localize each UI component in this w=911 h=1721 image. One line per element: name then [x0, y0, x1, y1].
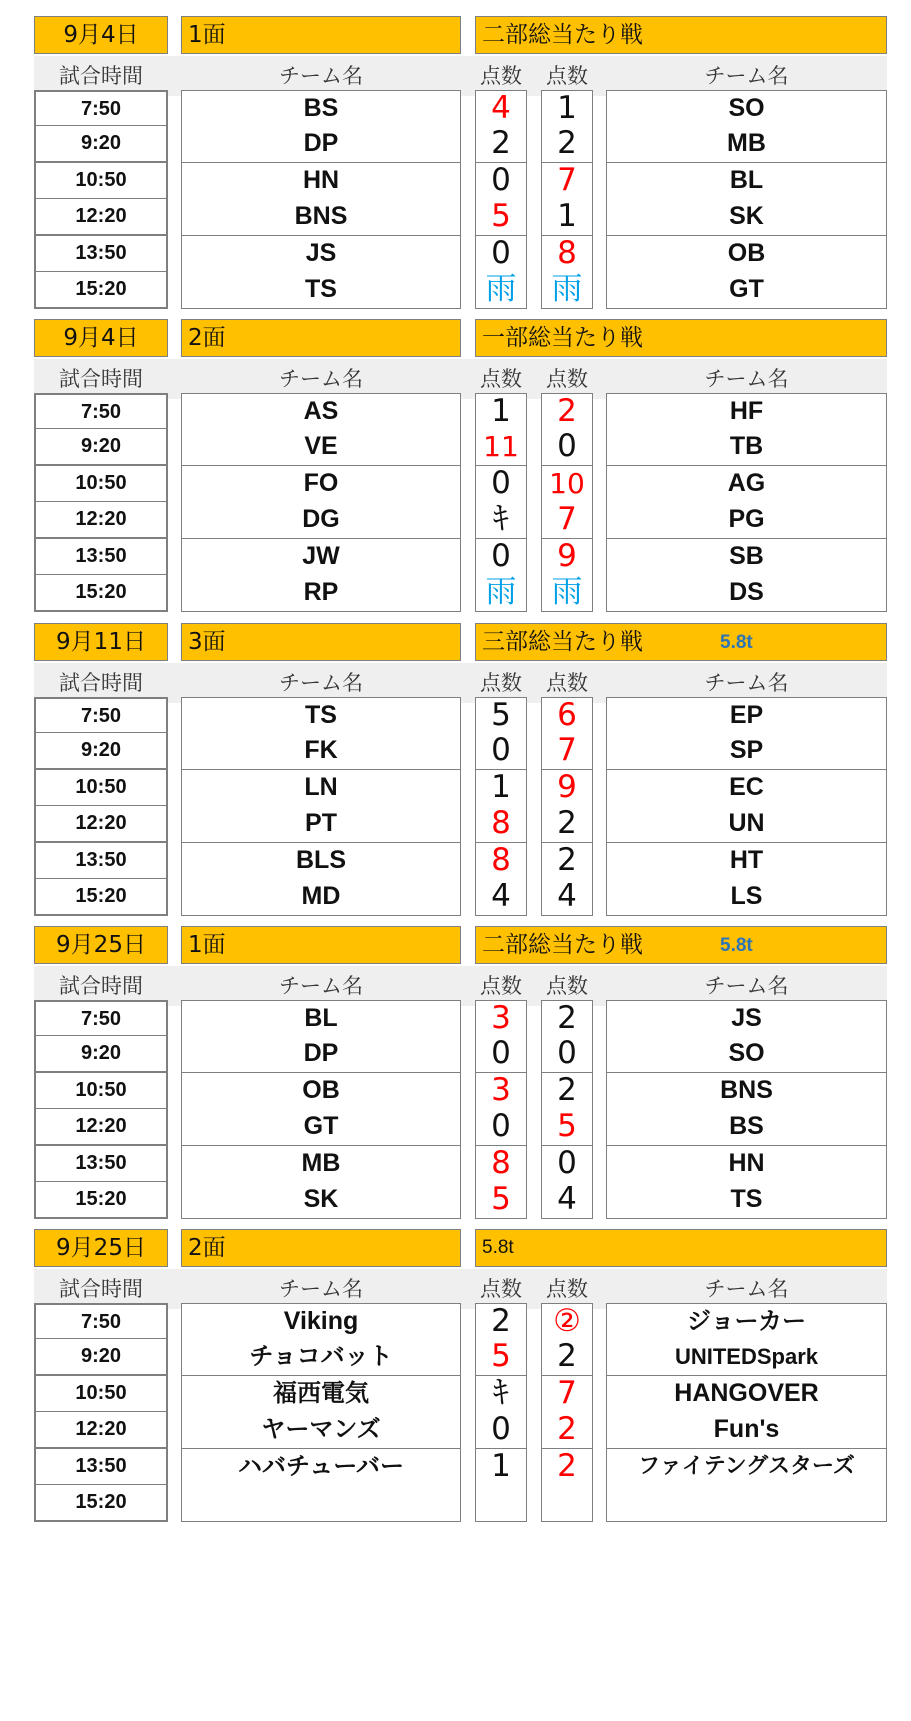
away-team: OB [606, 236, 887, 273]
match-time: 13:50 [34, 1449, 168, 1486]
home-score: 8 [475, 806, 527, 843]
table-row [0, 502, 911, 539]
away-team: EP [606, 697, 887, 734]
match-time: 10:50 [34, 770, 168, 807]
table-row [0, 1182, 911, 1219]
col-team1: チーム名 [279, 671, 363, 695]
col-time: 試合時間 [59, 367, 143, 391]
away-score: 7 [541, 502, 593, 539]
home-team: FK [181, 733, 461, 770]
away-score: 2 [541, 1000, 593, 1037]
home-team: MD [181, 879, 461, 916]
home-team: FO [181, 466, 461, 503]
match-block [0, 623, 911, 953]
table-row [0, 272, 911, 309]
table-row [0, 697, 911, 734]
col-score1: 点数 [480, 64, 522, 88]
home-team: BLS [181, 843, 461, 880]
home-score: 0 [475, 236, 527, 273]
match-time: 13:50 [34, 236, 168, 273]
away-score: 5 [541, 1109, 593, 1146]
division-title [475, 1229, 887, 1267]
home-score: 雨 [475, 272, 527, 309]
away-score: 1 [541, 90, 593, 127]
match-time: 15:20 [34, 1182, 168, 1219]
division-label: 三部総当たり戦 [482, 629, 643, 655]
home-team: OB [181, 1073, 461, 1110]
home-team: RP [181, 575, 461, 612]
table-row [0, 770, 911, 807]
table-row [0, 466, 911, 503]
home-team: Viking [181, 1303, 461, 1340]
home-team: VE [181, 429, 461, 466]
away-team: MB [606, 126, 887, 163]
match-time: 9:20 [34, 126, 168, 163]
col-score2: 点数 [546, 974, 588, 998]
home-score: 0 [475, 1109, 527, 1146]
away-team: SK [606, 199, 887, 236]
away-score: 6 [541, 697, 593, 734]
away-team: GT [606, 272, 887, 309]
table-row [0, 126, 911, 163]
match-time: 15:20 [34, 272, 168, 309]
home-team: ヤーマンズ [181, 1412, 461, 1449]
away-score: 2 [541, 1339, 593, 1376]
field-name: 2面 [181, 319, 461, 357]
away-score: 2 [541, 1449, 593, 1486]
away-team: HN [606, 1146, 887, 1183]
col-team1: チーム名 [279, 974, 363, 998]
match-time: 10:50 [34, 163, 168, 200]
match-date: 9月4日 [34, 16, 168, 54]
away-team: SO [606, 1036, 887, 1073]
home-team: MB [181, 1146, 461, 1183]
match-time: 7:50 [34, 90, 168, 127]
table-row [0, 1485, 911, 1522]
home-score: 0 [475, 163, 527, 200]
away-team: ジョーカー [606, 1303, 887, 1340]
away-score: 7 [541, 163, 593, 200]
away-team: ファイテングスターズ [606, 1449, 887, 1486]
home-score: 0 [475, 733, 527, 770]
away-score: 9 [541, 539, 593, 576]
home-score: 11 [475, 429, 527, 466]
table-row [0, 1036, 911, 1073]
field-name: 2面 [181, 1229, 461, 1267]
col-score1: 点数 [480, 671, 522, 695]
table-row [0, 879, 911, 916]
col-time: 試合時間 [59, 974, 143, 998]
home-team: ハバチューバー [181, 1449, 461, 1486]
away-team: AG [606, 466, 887, 503]
home-team: GT [181, 1109, 461, 1146]
away-score: 2 [541, 393, 593, 430]
away-score: 雨 [541, 272, 593, 309]
col-team2: チーム名 [704, 64, 789, 88]
away-score: 0 [541, 1036, 593, 1073]
home-team: TS [181, 697, 461, 734]
match-time: 13:50 [34, 539, 168, 576]
table-row [0, 1412, 911, 1449]
col-score1: 点数 [480, 974, 522, 998]
col-score2: 点数 [546, 367, 588, 391]
away-team: Fun's [606, 1412, 887, 1449]
table-row [0, 90, 911, 127]
division-label: 二部総当たり戦 [482, 22, 643, 48]
table-row [0, 1449, 911, 1486]
away-score: ② [541, 1303, 593, 1340]
away-score: 2 [541, 843, 593, 880]
weight-tag: 5.8t [720, 632, 753, 653]
table-row [0, 199, 911, 236]
home-score: ｷ [475, 502, 527, 539]
match-date: 9月11日 [34, 623, 168, 661]
match-time: 15:20 [34, 575, 168, 612]
home-team: 福西電気 [181, 1376, 461, 1413]
home-score [475, 1485, 527, 1522]
col-team1: チーム名 [279, 1277, 363, 1301]
away-score: 0 [541, 1146, 593, 1183]
home-score: 0 [475, 466, 527, 503]
match-time: 9:20 [34, 429, 168, 466]
away-team: HF [606, 393, 887, 430]
home-score: 0 [475, 1036, 527, 1073]
col-team2: チーム名 [704, 367, 789, 391]
away-score: 0 [541, 429, 593, 466]
match-date: 9月25日 [34, 926, 168, 964]
home-score: 4 [475, 90, 527, 127]
home-team [181, 1485, 461, 1522]
away-team: SO [606, 90, 887, 127]
col-time: 試合時間 [59, 64, 143, 88]
away-team: SP [606, 733, 887, 770]
match-time: 12:20 [34, 806, 168, 843]
away-score: 2 [541, 1412, 593, 1449]
col-team2: チーム名 [704, 671, 789, 695]
match-block [0, 319, 911, 649]
division-title [475, 319, 887, 357]
match-time: 10:50 [34, 466, 168, 503]
away-score: 8 [541, 236, 593, 273]
match-date: 9月25日 [34, 1229, 168, 1267]
match-time: 7:50 [34, 697, 168, 734]
away-score: 4 [541, 1182, 593, 1219]
table-row [0, 806, 911, 843]
home-score: 5 [475, 1182, 527, 1219]
home-team: BNS [181, 199, 461, 236]
away-team: HANGOVER [606, 1376, 887, 1413]
division-title [475, 16, 887, 54]
match-time: 7:50 [34, 393, 168, 430]
table-row [0, 539, 911, 576]
match-block [0, 926, 911, 1256]
away-score: 雨 [541, 575, 593, 612]
field-name: 1面 [181, 16, 461, 54]
col-score1: 点数 [480, 1277, 522, 1301]
away-team: BNS [606, 1073, 887, 1110]
away-team: JS [606, 1000, 887, 1037]
home-score: 5 [475, 1339, 527, 1376]
home-score: ｷ [475, 1376, 527, 1413]
table-row [0, 1073, 911, 1110]
away-score: 1 [541, 199, 593, 236]
home-score: 2 [475, 1303, 527, 1340]
col-score2: 点数 [546, 64, 588, 88]
home-team: AS [181, 393, 461, 430]
away-team: UN [606, 806, 887, 843]
home-team: LN [181, 770, 461, 807]
match-time: 15:20 [34, 879, 168, 916]
table-row [0, 1146, 911, 1183]
table-row [0, 393, 911, 430]
table-row [0, 163, 911, 200]
home-team: JW [181, 539, 461, 576]
match-time: 7:50 [34, 1000, 168, 1037]
match-time: 9:20 [34, 1339, 168, 1376]
home-score: 3 [475, 1000, 527, 1037]
match-time: 9:20 [34, 1036, 168, 1073]
col-time: 試合時間 [59, 1277, 143, 1301]
weight-tag: 5.8t [482, 1237, 514, 1258]
col-time: 試合時間 [59, 671, 143, 695]
match-time: 7:50 [34, 1303, 168, 1340]
away-score: 2 [541, 806, 593, 843]
field-name: 3面 [181, 623, 461, 661]
away-team: TB [606, 429, 887, 466]
match-time: 12:20 [34, 1412, 168, 1449]
match-time: 15:20 [34, 1485, 168, 1522]
home-team: DG [181, 502, 461, 539]
away-team: SB [606, 539, 887, 576]
home-score: 雨 [475, 575, 527, 612]
match-time: 9:20 [34, 733, 168, 770]
col-team1: チーム名 [279, 64, 363, 88]
col-score2: 点数 [546, 671, 588, 695]
away-team: TS [606, 1182, 887, 1219]
away-team: DS [606, 575, 887, 612]
home-score: 1 [475, 393, 527, 430]
away-score: 9 [541, 770, 593, 807]
division-title [475, 623, 887, 661]
match-time: 10:50 [34, 1376, 168, 1413]
table-row [0, 733, 911, 770]
home-score: 5 [475, 199, 527, 236]
away-team: BL [606, 163, 887, 200]
home-score: 3 [475, 1073, 527, 1110]
away-score: 7 [541, 1376, 593, 1413]
division-label: 一部総当たり戦 [482, 325, 643, 351]
away-team: HT [606, 843, 887, 880]
away-team: PG [606, 502, 887, 539]
home-team: DP [181, 1036, 461, 1073]
match-block [0, 16, 911, 346]
away-score: 10 [541, 466, 593, 503]
col-score1: 点数 [480, 367, 522, 391]
home-team: TS [181, 272, 461, 309]
match-time: 13:50 [34, 843, 168, 880]
table-row [0, 575, 911, 612]
table-row [0, 1109, 911, 1146]
away-team: EC [606, 770, 887, 807]
away-team: BS [606, 1109, 887, 1146]
match-block [0, 1229, 911, 1559]
home-team: PT [181, 806, 461, 843]
home-team: DP [181, 126, 461, 163]
col-score2: 点数 [546, 1277, 588, 1301]
table-row [0, 1376, 911, 1413]
division-title [475, 926, 887, 964]
away-team: UNITEDSpark [606, 1339, 887, 1376]
away-score: 2 [541, 126, 593, 163]
field-name: 1面 [181, 926, 461, 964]
table-row [0, 1303, 911, 1340]
weight-tag: 5.8t [720, 935, 753, 956]
away-score: 4 [541, 879, 593, 916]
home-score: 1 [475, 770, 527, 807]
home-score: 5 [475, 697, 527, 734]
match-time: 10:50 [34, 1073, 168, 1110]
table-row [0, 1000, 911, 1037]
home-team: HN [181, 163, 461, 200]
division-label: 二部総当たり戦 [482, 932, 643, 958]
match-time: 12:20 [34, 1109, 168, 1146]
table-row [0, 843, 911, 880]
match-time: 13:50 [34, 1146, 168, 1183]
home-team: JS [181, 236, 461, 273]
table-row [0, 1339, 911, 1376]
table-row [0, 236, 911, 273]
home-score: 8 [475, 843, 527, 880]
home-score: 0 [475, 1412, 527, 1449]
col-team2: チーム名 [704, 974, 789, 998]
match-time: 12:20 [34, 502, 168, 539]
home-score: 2 [475, 126, 527, 163]
away-team: LS [606, 879, 887, 916]
match-time: 12:20 [34, 199, 168, 236]
home-team: チョコバット [181, 1339, 461, 1376]
away-score [541, 1485, 593, 1522]
home-score: 0 [475, 539, 527, 576]
home-score: 8 [475, 1146, 527, 1183]
home-team: SK [181, 1182, 461, 1219]
col-team2: チーム名 [704, 1277, 789, 1301]
away-team [606, 1485, 887, 1522]
match-date: 9月4日 [34, 319, 168, 357]
home-score: 1 [475, 1449, 527, 1486]
away-score: 2 [541, 1073, 593, 1110]
table-row [0, 429, 911, 466]
home-team: BS [181, 90, 461, 127]
col-team1: チーム名 [279, 367, 363, 391]
away-score: 7 [541, 733, 593, 770]
home-score: 4 [475, 879, 527, 916]
home-team: BL [181, 1000, 461, 1037]
